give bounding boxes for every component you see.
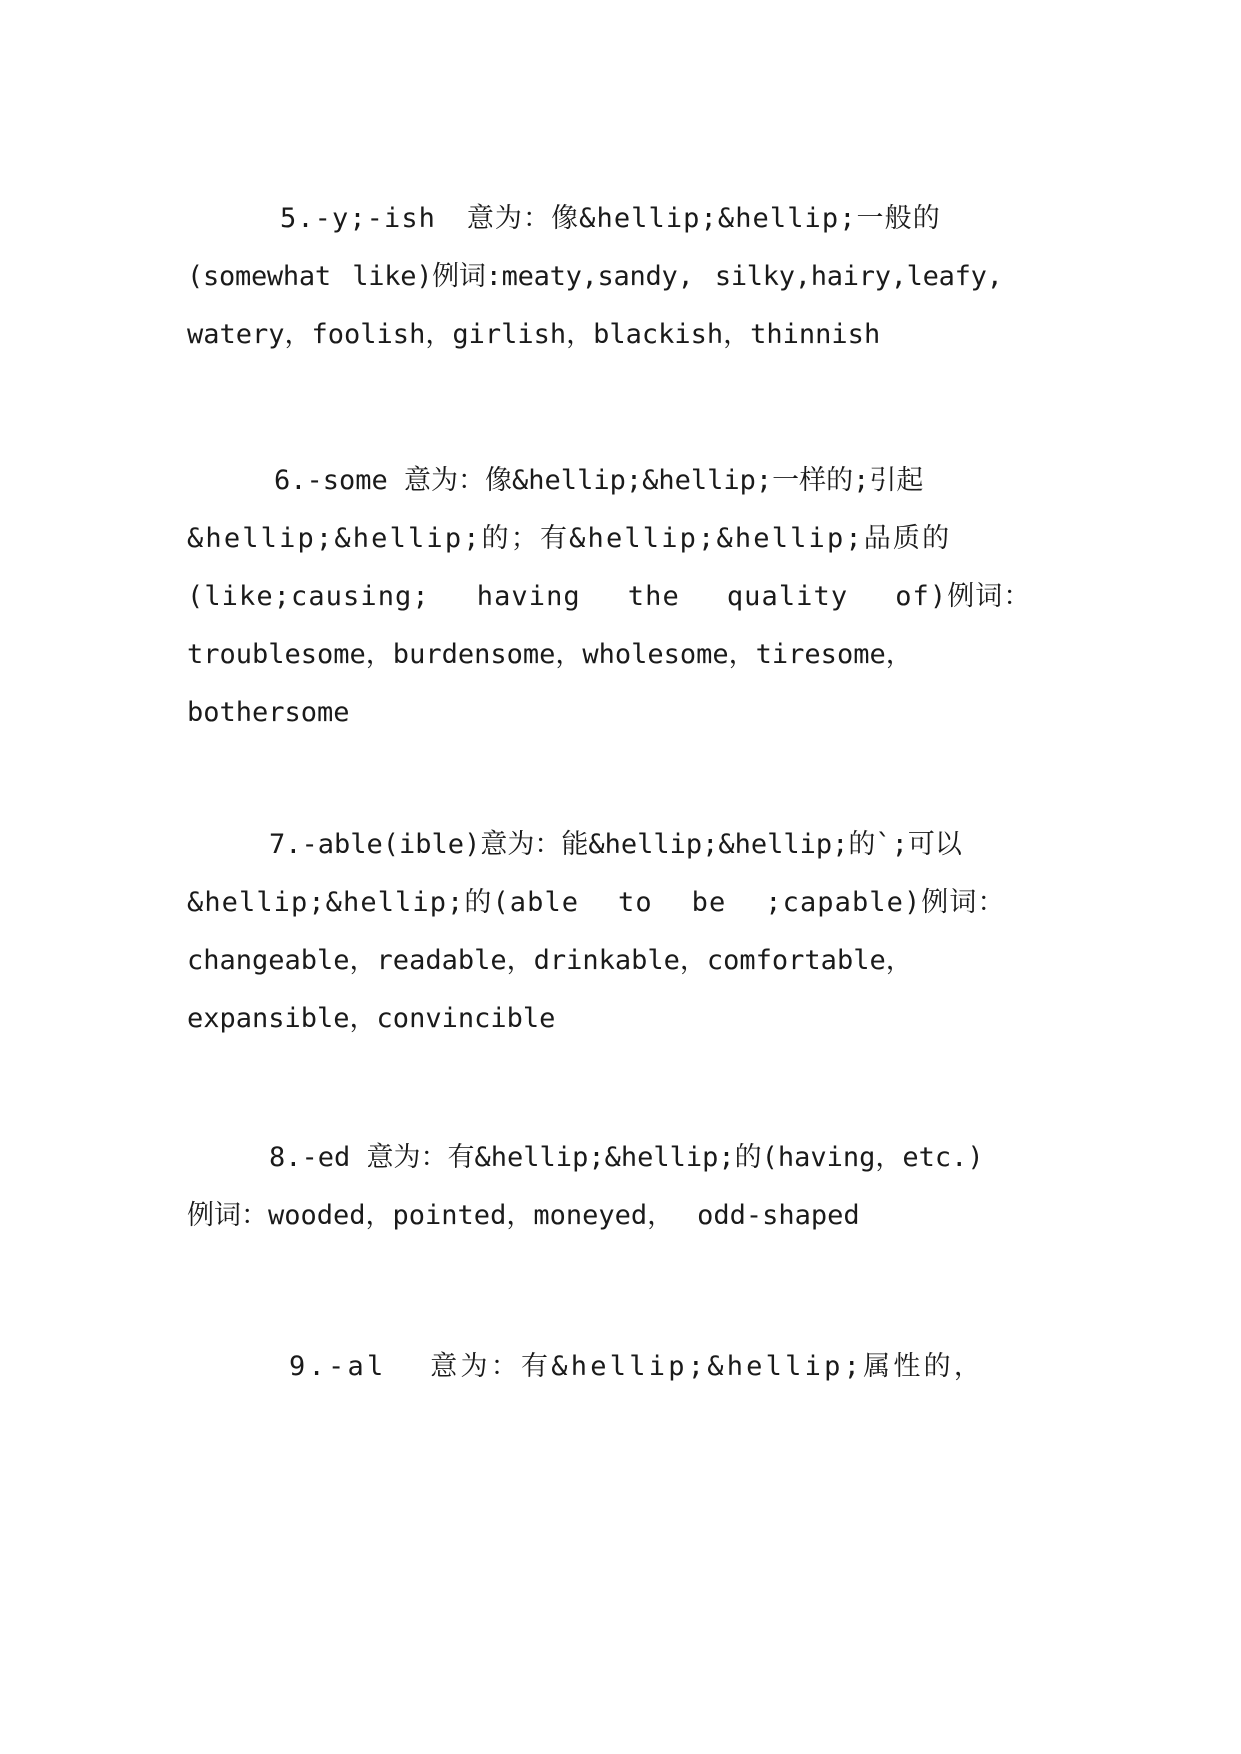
paragraph-line: 5.-y;-ish 意为：像&hellip;&hellip;一般的 xyxy=(280,203,941,234)
paragraph-line: 7.-able(ible)意为：能&hellip;&hellip;的`;可以 xyxy=(269,829,962,860)
paragraph-suffix-able-ible xyxy=(187,816,1067,1048)
paragraph-suffix-ed xyxy=(187,1129,1067,1245)
paragraph-line: &hellip;&hellip;的；有&hellip;&hellip;品质的 xyxy=(187,523,952,554)
paragraph-line: 9.-al 意为：有&hellip;&hellip;属性的， xyxy=(289,1351,985,1382)
paragraph-suffix-al xyxy=(187,1338,1067,1396)
paragraph-line: (somewhat like)例词:meaty,sandy, silky,hairy,leafy, xyxy=(187,261,1003,292)
paragraph-line: troublesome，burdensome，wholesome，tiresome， xyxy=(187,639,913,670)
paragraph-line: watery，foolish，girlish，blackish，thinnish xyxy=(187,319,881,350)
paragraph-line: expansible，convincible xyxy=(187,1003,556,1034)
paragraph-line: 8.-ed 意为：有&hellip;&hellip;的(having，etc.) xyxy=(269,1142,984,1173)
paragraph-line: bothersome xyxy=(187,697,350,728)
paragraph-line: (like;causing; having the quality of)例词： xyxy=(187,581,1032,612)
paragraph-suffix-y-ish xyxy=(187,190,1067,364)
paragraph-line: 6.-some 意为：像&hellip;&hellip;一样的;引起 xyxy=(274,465,924,496)
paragraph-line: changeable，readable，drinkable，comfortable， xyxy=(187,945,913,976)
paragraph-line: &hellip;&hellip;的(able to be ;capable)例词： xyxy=(187,887,1006,918)
paragraph-line: 例词：wooded，pointed，moneyed， odd-shaped xyxy=(187,1200,860,1231)
paragraph-suffix-some xyxy=(187,452,1067,742)
